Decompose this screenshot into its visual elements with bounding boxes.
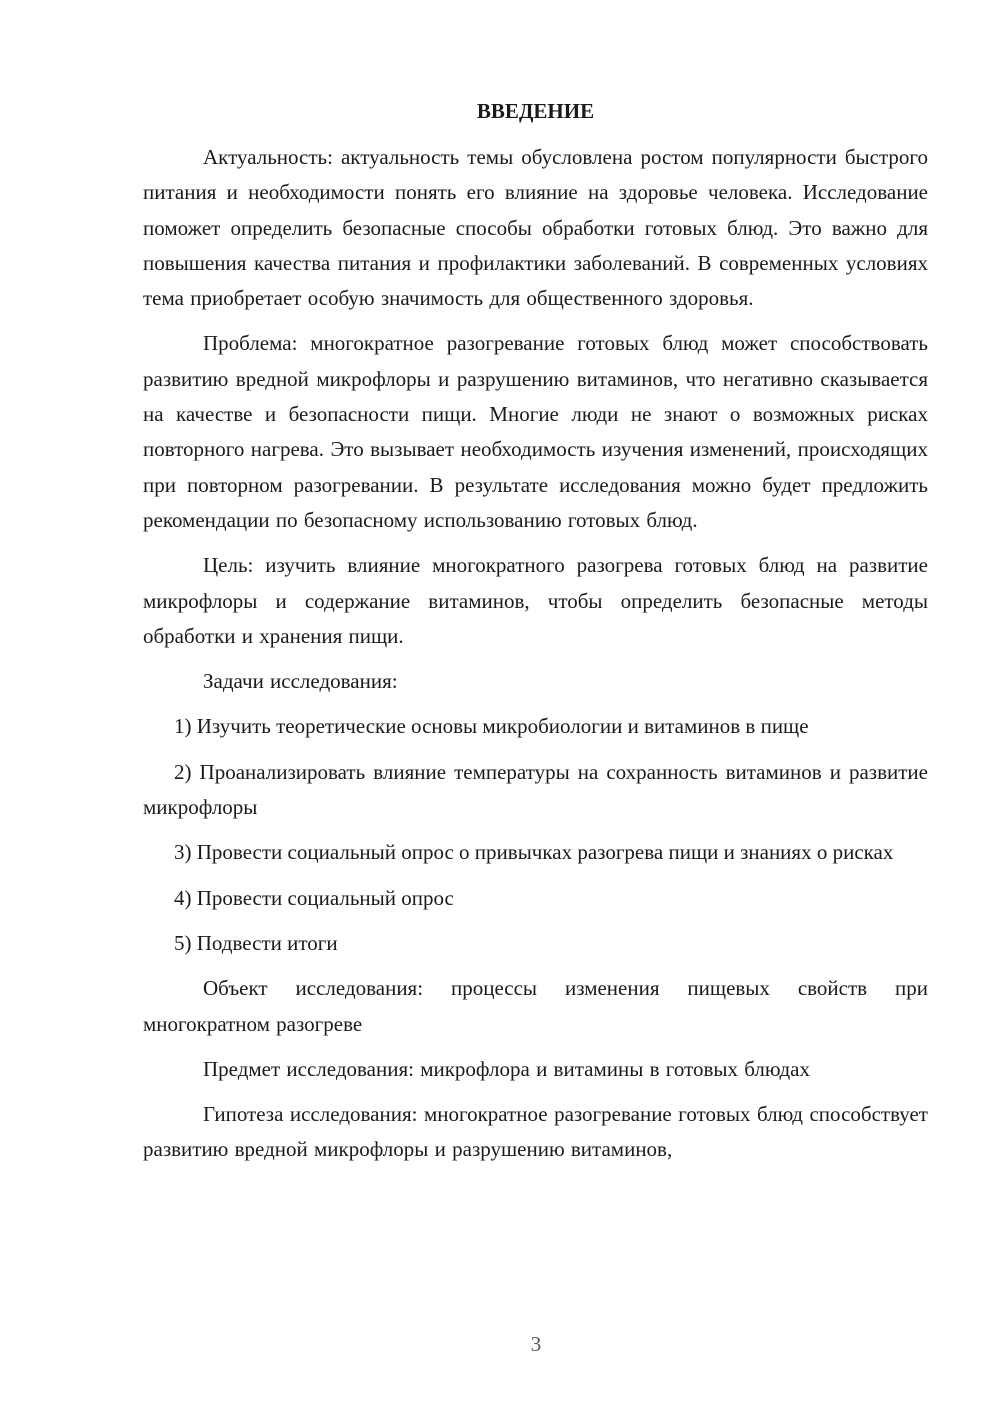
object-paragraph: Объект исследования: процессы изменения пищевых свойств при многократном разогреве [143,976,928,1036]
hypothesis-paragraph: Гипотеза исследования: многократное разогревание готовых блюд способствует развитию вредной микрофлоры и разрушению витаминов, [143,1102,928,1162]
task-item-3: 3) Провести социальный опрос о привычках разогрева пищи и знаниях о рисках [174,840,894,865]
section-heading: ВВЕДЕНИЕ [476,99,595,123]
problem-paragraph: Проблема: многократное разогревание готовых блюд может способствовать развитию вредной микрофлоры и разрушению витаминов, что негативно сказывается на качестве и безопасности пищи. Многие люди не знают о возможных рисках повторного нагрева. Это вызывает необходимость изучения изменений, происходящих при повторном разогревании. В результате исследования можно будет предложить рекомендации по безопасному использованию готовых блюд. [143,331,928,532]
task-item-1: 1) Изучить теоретические основы микробиологии и витаминов в пище [174,714,809,739]
tasks-heading: Задачи исследования: [203,669,398,694]
document-page [143,96,928,1178]
page-number: 3 [530,1332,542,1356]
task-item-2: 2) Проанализировать влияние температуры на сохранность витаминов и развитие микрофлоры [143,759,928,820]
task-item-5: 5) Подвести итоги [174,930,338,955]
goal-paragraph: Цель: изучить влияние многократного разогрева готовых блюд на развитие микрофлоры и содержание витаминов, чтобы определить безопасные методы обработки и хранения пищи. [143,553,928,648]
subject-paragraph: Предмет исследования: микрофлора и витамины в готовых блюдах [203,1056,811,1081]
task-item-4: 4) Провести социальный опрос [174,885,454,910]
relevance-paragraph: Актуальность: актуальность темы обусловлена ростом популярности быстрого питания и необходимости понять его влияние на здоровье человека. Исследование поможет определить безопасные способы обработки готовых блюд. Это важно для повышения качества питания и профилактики заболеваний. В современных условиях тема приобретает особую значимость для общественного здоровья. [143,145,928,311]
